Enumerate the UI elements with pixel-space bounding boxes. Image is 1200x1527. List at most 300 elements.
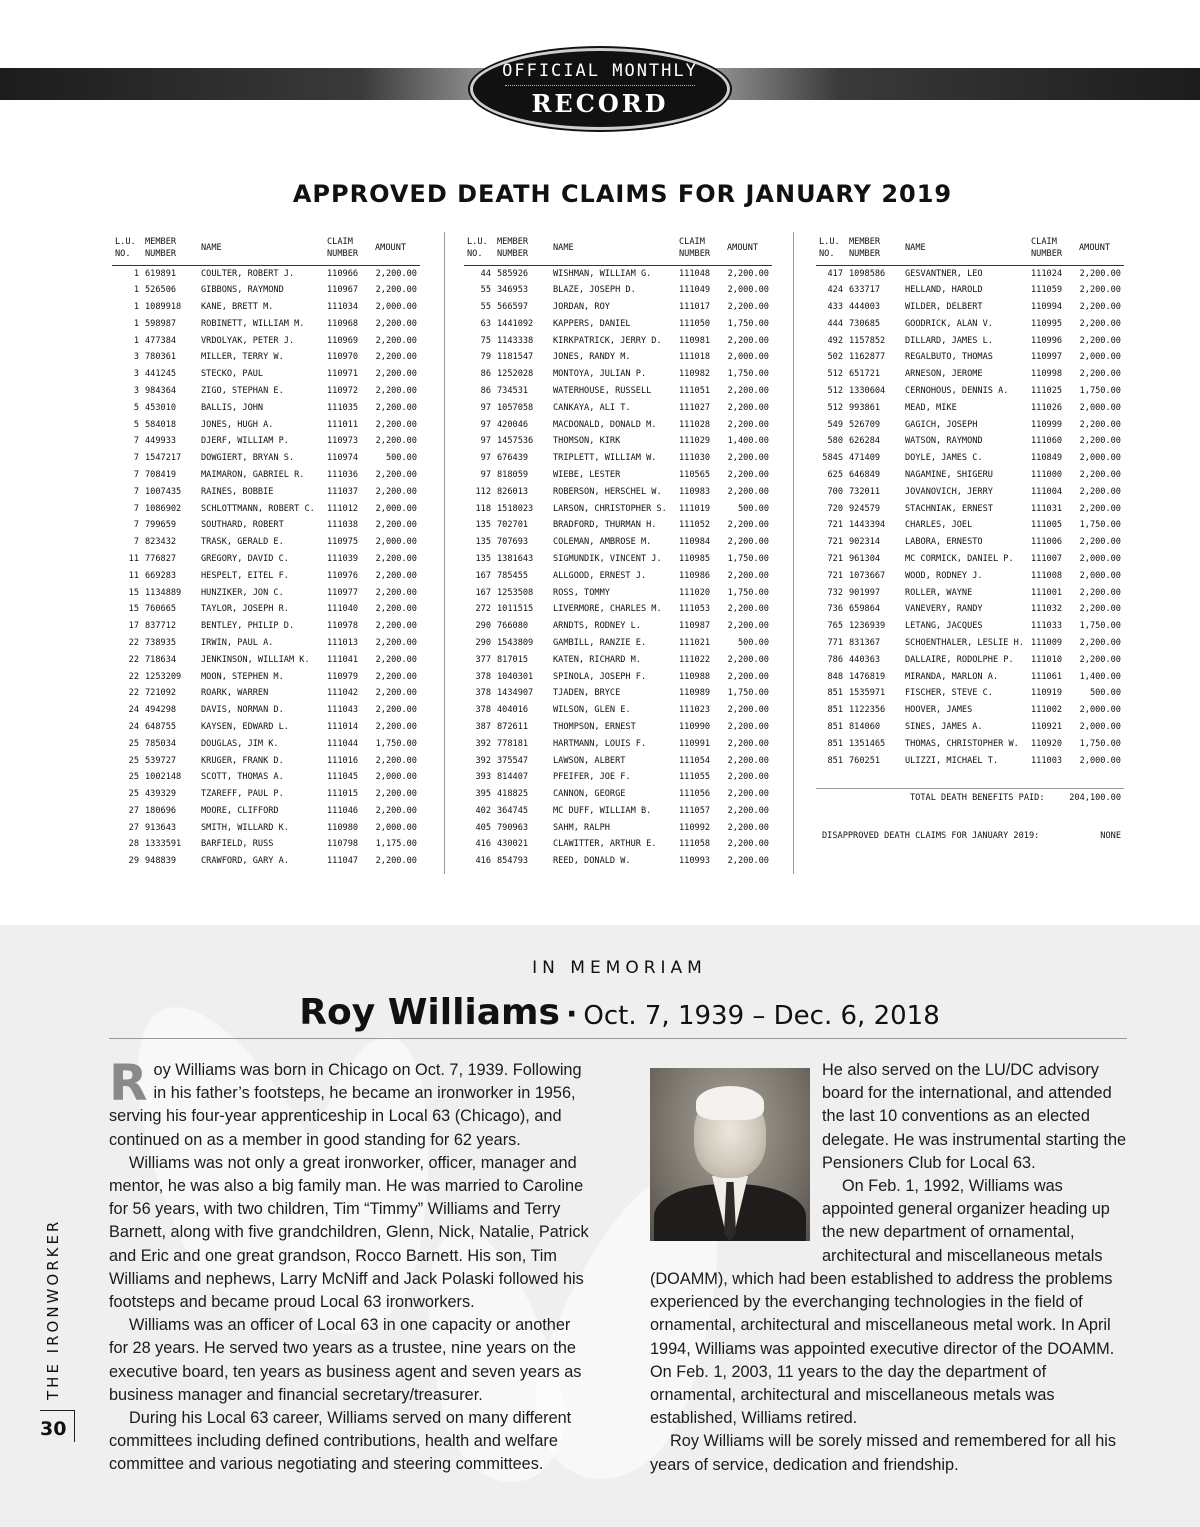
- member-name: LIVERMORE, CHARLES M.: [553, 604, 662, 615]
- member-name: JONES, RANDY M.: [553, 352, 631, 363]
- member-name: CANNON, GEORGE: [553, 789, 626, 800]
- table-row: [464, 719, 772, 736]
- lu-number: 5: [133, 419, 139, 430]
- member-name: BLAZE, JOSEPH D.: [553, 285, 636, 296]
- claim-number: 111034: [327, 301, 359, 312]
- member-name: KANE, BRETT M.: [201, 301, 274, 312]
- claim-number: 111008: [1031, 570, 1063, 581]
- claim-number: 110978: [327, 621, 359, 632]
- table-row: [464, 383, 772, 400]
- table-row: [464, 853, 772, 870]
- member-name: KRUGER, FRANK D.: [201, 755, 284, 766]
- claim-number: 111047: [327, 856, 359, 867]
- lu-number: 290: [475, 637, 491, 648]
- claim-amount: 2,000.00: [375, 537, 417, 548]
- lu-number: 625: [827, 469, 843, 480]
- member-number: 651721: [849, 369, 881, 380]
- badge-line1: OFFICIAL MONTHLY: [502, 60, 698, 81]
- member-number: 814060: [849, 721, 881, 732]
- claim-number: 110565: [679, 469, 711, 480]
- table-row: [464, 282, 772, 299]
- publication-name: THE IRONWORKER: [44, 1218, 62, 1400]
- lu-number: 416: [475, 839, 491, 850]
- claim-amount: 2,200.00: [727, 654, 769, 665]
- lu-number: 5: [133, 402, 139, 413]
- lu-number: 1: [133, 318, 139, 329]
- claim-amount: 1,750.00: [727, 369, 769, 380]
- col-header-name: NAME: [550, 232, 676, 265]
- claim-number: 111046: [327, 805, 359, 816]
- member-number: 718634: [145, 654, 177, 665]
- claim-amount: 1,750.00: [375, 738, 417, 749]
- memoriam-name: Roy Williams: [299, 992, 560, 1033]
- claim-amount: 1,750.00: [727, 553, 769, 564]
- lu-number: 848: [827, 671, 843, 682]
- claim-amount: 2,200.00: [727, 671, 769, 682]
- claim-amount: 2,200.00: [375, 671, 417, 682]
- table-row: [464, 517, 772, 534]
- memoriam-right-bottom: [650, 1268, 1135, 1477]
- claim-amount: 2,200.00: [727, 789, 769, 800]
- member-name: DALLAIRE, RODOLPHE P.: [905, 654, 1014, 665]
- table-row: [464, 349, 772, 366]
- member-name: HELLAND, HAROLD: [905, 285, 983, 296]
- claim-amount: 2,200.00: [727, 805, 769, 816]
- member-number: 494298: [145, 705, 177, 716]
- col-header-lu: L.U. NO.: [816, 232, 846, 265]
- member-name: ROSS, TOMMY: [553, 587, 610, 598]
- claim-number: 111027: [679, 402, 711, 413]
- lu-number: 378: [475, 671, 491, 682]
- member-number: 837712: [145, 621, 177, 632]
- claim-number: 110975: [327, 537, 359, 548]
- claim-number: 111061: [1031, 671, 1063, 682]
- official-record-badge: [470, 48, 730, 130]
- table-row: [112, 601, 420, 618]
- disapproved-value: NONE: [1100, 831, 1121, 841]
- member-number: 1073667: [849, 570, 886, 581]
- claim-amount: 2,200.00: [727, 839, 769, 850]
- claim-number: 111035: [327, 402, 359, 413]
- badge-line2: RECORD: [531, 88, 669, 118]
- claim-number: 111028: [679, 419, 711, 430]
- member-name: SCOTT, THOMAS A.: [201, 772, 284, 783]
- member-name: DOUGLAS, JIM K.: [201, 738, 279, 749]
- member-number: 831367: [849, 637, 881, 648]
- lu-number: 584S: [822, 453, 843, 464]
- claim-amount: 1,750.00: [727, 318, 769, 329]
- lu-number: 736: [827, 604, 843, 615]
- member-number: 913643: [145, 822, 177, 833]
- claim-amount: 2,200.00: [727, 755, 769, 766]
- member-number: 814407: [497, 772, 529, 783]
- member-name: GAGICH, JOSEPH: [905, 419, 978, 430]
- claim-amount: 2,200.00: [727, 772, 769, 783]
- claim-number: 111052: [679, 520, 711, 531]
- claim-amount: 2,200.00: [375, 402, 417, 413]
- claim-amount: 2,000.00: [375, 822, 417, 833]
- table-row: [816, 567, 1124, 584]
- lu-number: 290: [475, 621, 491, 632]
- table-row: [464, 483, 772, 500]
- table-row: [816, 651, 1124, 668]
- claim-number: 110972: [327, 385, 359, 396]
- table-row: [816, 500, 1124, 517]
- claim-number: 111014: [327, 721, 359, 732]
- claim-number: 110849: [1031, 453, 1063, 464]
- lu-number: 417: [827, 268, 843, 279]
- member-number: 420046: [497, 419, 529, 430]
- member-name: VANEVERY, RANDY: [905, 604, 983, 615]
- claim-number: 111018: [679, 352, 711, 363]
- claim-number: 111022: [679, 654, 711, 665]
- member-number: 799659: [145, 520, 177, 531]
- member-number: 418825: [497, 789, 529, 800]
- claim-number: 111012: [327, 503, 359, 514]
- member-number: 585926: [497, 268, 529, 279]
- claim-number: 110998: [1031, 369, 1063, 380]
- member-name: ZIGO, STEPHAN E.: [201, 385, 284, 396]
- claim-number: 110991: [679, 738, 711, 749]
- member-name: KAYSEN, EDWARD L.: [201, 721, 289, 732]
- table-row: [112, 383, 420, 400]
- lu-number: 721: [827, 520, 843, 531]
- claim-amount: 2,200.00: [375, 721, 417, 732]
- drop-cap: R: [109, 1054, 148, 1112]
- claim-amount: 2,200.00: [727, 520, 769, 531]
- claim-number: 111057: [679, 805, 711, 816]
- claim-amount: 2,200.00: [1079, 419, 1121, 430]
- member-name: LAWSON, ALBERT: [553, 755, 626, 766]
- claim-number: 110995: [1031, 318, 1063, 329]
- claim-amount: 2,200.00: [727, 604, 769, 615]
- table-row: [464, 635, 772, 652]
- member-number: 646849: [849, 469, 881, 480]
- lu-number: 24: [128, 705, 139, 716]
- claim-amount: 1,400.00: [1079, 671, 1121, 682]
- member-number: 676439: [497, 453, 529, 464]
- member-number: 1381643: [497, 553, 534, 564]
- claim-number: 110969: [327, 335, 359, 346]
- claim-amount: 2,200.00: [375, 285, 417, 296]
- member-name: VRDOLYAK, PETER J.: [201, 335, 295, 346]
- lu-number: 55: [480, 285, 491, 296]
- member-name: CLAWITTER, ARTHUR E.: [553, 839, 657, 850]
- lu-number: 167: [475, 570, 491, 581]
- table-row: [112, 500, 420, 517]
- member-name: THOMAS, CHRISTOPHER W.: [905, 738, 1019, 749]
- lu-number: 721: [827, 570, 843, 581]
- table-row: [112, 685, 420, 702]
- member-number: 732011: [849, 486, 881, 497]
- claim-number: 110986: [679, 570, 711, 581]
- table-row: [112, 567, 420, 584]
- member-name: KAPPERS, DANIEL: [553, 318, 631, 329]
- member-number: 526506: [145, 285, 177, 296]
- table-row: [464, 668, 772, 685]
- claim-amount: 2,000.00: [1079, 553, 1121, 564]
- col-header-amount: AMOUNT: [1076, 232, 1124, 265]
- table-row: [816, 467, 1124, 484]
- publication-side-label: [44, 1218, 68, 1400]
- claim-amount: 2,200.00: [375, 705, 417, 716]
- claim-number: 111051: [679, 385, 711, 396]
- member-number: 766080: [497, 621, 529, 632]
- claim-amount: 1,400.00: [727, 436, 769, 447]
- claim-number: 111053: [679, 604, 711, 615]
- lu-number: 851: [827, 738, 843, 749]
- member-name: MEAD, MIKE: [905, 402, 957, 413]
- claim-amount: 2,000.00: [375, 301, 417, 312]
- member-number: 817015: [497, 654, 529, 665]
- table-row: [112, 819, 420, 836]
- member-name: LARSON, CHRISTOPHER S.: [553, 503, 667, 514]
- member-name: SCHLOTTMANN, ROBERT C.: [201, 503, 315, 514]
- claim-number: 111026: [1031, 402, 1063, 413]
- member-name: ROBERSON, HERSCHEL W.: [553, 486, 662, 497]
- claim-amount: 2,200.00: [375, 587, 417, 598]
- table-row: [464, 618, 772, 635]
- table-row: [464, 584, 772, 601]
- table-row: [816, 668, 1124, 685]
- member-name: TZAREFF, PAUL P.: [201, 789, 284, 800]
- lu-number: 22: [128, 671, 139, 682]
- member-number: 1011515: [497, 604, 534, 615]
- table-row: [464, 735, 772, 752]
- member-name: MOON, STEPHEN M.: [201, 671, 284, 682]
- table-row: [816, 349, 1124, 366]
- member-name: CERNOHOUS, DENNIS A.: [905, 385, 1009, 396]
- lu-number: 27: [128, 805, 139, 816]
- claims-column-2: [464, 232, 772, 870]
- heading-rule: [109, 1038, 1127, 1039]
- table-row: [112, 416, 420, 433]
- lu-number: 424: [827, 285, 843, 296]
- claim-amount: 2,200.00: [375, 268, 417, 279]
- lu-number: 167: [475, 587, 491, 598]
- claim-number: 111019: [679, 503, 711, 514]
- table-row: [816, 265, 1124, 282]
- claim-number: 110968: [327, 318, 359, 329]
- claim-number: 110993: [679, 856, 711, 867]
- lu-number: 387: [475, 721, 491, 732]
- table-row: [816, 383, 1124, 400]
- lu-number: 86: [480, 385, 491, 396]
- member-number: 1547217: [145, 453, 182, 464]
- table-row: [112, 668, 420, 685]
- claim-number: 111029: [679, 436, 711, 447]
- lu-number: 392: [475, 738, 491, 749]
- member-name: KATEN, RICHARD M.: [553, 654, 641, 665]
- member-name: JONES, HUGH A.: [201, 419, 274, 430]
- table-row: [816, 685, 1124, 702]
- member-name: TRASK, GERALD E.: [201, 537, 284, 548]
- table-row: [464, 433, 772, 450]
- member-name: GOODRICK, ALAN V.: [905, 318, 993, 329]
- member-number: 1098586: [849, 268, 886, 279]
- claim-number: 110988: [679, 671, 711, 682]
- member-number: 1002148: [145, 772, 182, 783]
- claim-amount: 2,200.00: [727, 822, 769, 833]
- lu-number: 765: [827, 621, 843, 632]
- member-number: 1457536: [497, 436, 534, 447]
- lu-number: 11: [128, 553, 139, 564]
- member-number: 993861: [849, 402, 881, 413]
- member-number: 785455: [497, 570, 529, 581]
- member-number: 708419: [145, 469, 177, 480]
- member-number: 776827: [145, 553, 177, 564]
- table-row: [464, 601, 772, 618]
- claim-number: 111037: [327, 486, 359, 497]
- table-row: [112, 836, 420, 853]
- table-row: [464, 803, 772, 820]
- claim-amount: 2,200.00: [727, 469, 769, 480]
- claim-amount: 2,200.00: [375, 789, 417, 800]
- claims-column-1: [112, 232, 420, 870]
- table-row: [464, 651, 772, 668]
- member-number: 707693: [497, 537, 529, 548]
- table-row: [816, 416, 1124, 433]
- member-number: 1089918: [145, 301, 182, 312]
- lu-number: 700: [827, 486, 843, 497]
- lu-number: 17: [128, 621, 139, 632]
- lu-number: 1: [133, 301, 139, 312]
- lu-number: 512: [827, 385, 843, 396]
- claim-amount: 2,200.00: [375, 369, 417, 380]
- lu-number: 7: [133, 469, 139, 480]
- member-number: 1441092: [497, 318, 534, 329]
- claim-number: 111021: [679, 637, 711, 648]
- member-name: MIRANDA, MARLON A.: [905, 671, 999, 682]
- claim-number: 111003: [1031, 755, 1063, 766]
- lu-number: 549: [827, 419, 843, 430]
- claim-number: 111020: [679, 587, 711, 598]
- claim-number: 110992: [679, 822, 711, 833]
- claim-amount: 2,200.00: [375, 486, 417, 497]
- claim-number: 111039: [327, 553, 359, 564]
- lu-number: 492: [827, 335, 843, 346]
- claims-column-3: [816, 232, 1124, 769]
- table-row: [464, 265, 772, 282]
- claim-number: 111058: [679, 839, 711, 850]
- col-header-member: MEMBER NUMBER: [494, 232, 550, 265]
- lu-number: 135: [475, 520, 491, 531]
- claim-number: 111038: [327, 520, 359, 531]
- claim-number: 111007: [1031, 553, 1063, 564]
- table-row: [816, 282, 1124, 299]
- claim-amount: 500.00: [737, 503, 769, 514]
- claim-number: 111041: [327, 654, 359, 665]
- member-number: 760251: [849, 755, 881, 766]
- member-name: TRIPLETT, WILLIAM W.: [553, 453, 657, 464]
- table-row: [112, 450, 420, 467]
- lu-number: 25: [128, 772, 139, 783]
- lu-number: 720: [827, 503, 843, 514]
- member-number: 760665: [145, 604, 177, 615]
- lu-number: 395: [475, 789, 491, 800]
- claims-title: APPROVED DEATH CLAIMS FOR JANUARY 2019: [292, 180, 953, 208]
- member-number: 1040301: [497, 671, 534, 682]
- claim-number: 110967: [327, 285, 359, 296]
- member-name: ALLGOOD, ERNEST J.: [553, 570, 647, 581]
- member-number: 961304: [849, 553, 881, 564]
- member-name: WISHMAN, WILLIAM G.: [553, 268, 652, 279]
- claim-number: 111011: [327, 419, 359, 430]
- lu-number: 7: [133, 537, 139, 548]
- member-name: MACDONALD, DONALD M.: [553, 419, 657, 430]
- heading-separator: ·: [566, 997, 578, 1032]
- member-name: HESPELT, EITEL F.: [201, 570, 289, 581]
- table-row: [112, 551, 420, 568]
- lu-number: 63: [480, 318, 491, 329]
- claim-amount: 2,000.00: [1079, 402, 1121, 413]
- claim-amount: 1,175.00: [375, 839, 417, 850]
- member-name: MC DUFF, WILLIAM B.: [553, 805, 652, 816]
- memoriam-right-top: [822, 1059, 1132, 1175]
- table-row: [816, 584, 1124, 601]
- claim-number: 110990: [679, 721, 711, 732]
- claim-amount: 2,200.00: [727, 738, 769, 749]
- lu-number: 22: [128, 688, 139, 699]
- col-header-claim: CLAIM NUMBER: [676, 232, 724, 265]
- table-row: [816, 299, 1124, 316]
- claim-number: 111049: [679, 285, 711, 296]
- member-name: LABORA, ERNESTO: [905, 537, 983, 548]
- member-number: 984364: [145, 385, 177, 396]
- claim-amount: 2,200.00: [375, 570, 417, 581]
- claim-amount: 2,200.00: [727, 537, 769, 548]
- lu-number: 512: [827, 402, 843, 413]
- member-name: ROBINETT, WILLIAM M.: [201, 318, 305, 329]
- table-row: [464, 534, 772, 551]
- claim-amount: 2,200.00: [1079, 503, 1121, 514]
- lu-number: 97: [480, 469, 491, 480]
- member-number: 598987: [145, 318, 177, 329]
- lu-number: 732: [827, 587, 843, 598]
- lu-number: 512: [827, 369, 843, 380]
- claim-amount: 2,000.00: [1079, 755, 1121, 766]
- col-header-lu: L.U. NO.: [464, 232, 494, 265]
- member-name: JOVANOVICH, JERRY: [905, 486, 993, 497]
- lu-number: 721: [827, 537, 843, 548]
- member-name: WILDER, DELBERT: [905, 301, 983, 312]
- claim-amount: 2,200.00: [375, 520, 417, 531]
- table-row: [112, 719, 420, 736]
- member-number: 1333591: [145, 839, 182, 850]
- member-name: ARNDTS, RODNEY L.: [553, 621, 641, 632]
- claim-amount: 500.00: [385, 453, 417, 464]
- member-name: GREGORY, DAVID C.: [201, 553, 289, 564]
- claim-number: 110970: [327, 352, 359, 363]
- lu-number: 851: [827, 688, 843, 699]
- member-name: GESVANTNER, LEO: [905, 268, 983, 279]
- lu-number: 79: [480, 352, 491, 363]
- lu-number: 112: [475, 486, 491, 497]
- lu-number: 22: [128, 637, 139, 648]
- claim-number: 111025: [1031, 385, 1063, 396]
- table-row: [112, 635, 420, 652]
- claim-number: 111045: [327, 772, 359, 783]
- claim-amount: 2,000.00: [375, 503, 417, 514]
- table-row: [816, 601, 1124, 618]
- member-number: 818059: [497, 469, 529, 480]
- member-number: 1252028: [497, 369, 534, 380]
- member-number: 902314: [849, 537, 881, 548]
- member-number: 1543809: [497, 637, 534, 648]
- member-number: 1057058: [497, 402, 534, 413]
- lu-number: 22: [128, 654, 139, 665]
- member-name: THOMPSON, ERNEST: [553, 721, 636, 732]
